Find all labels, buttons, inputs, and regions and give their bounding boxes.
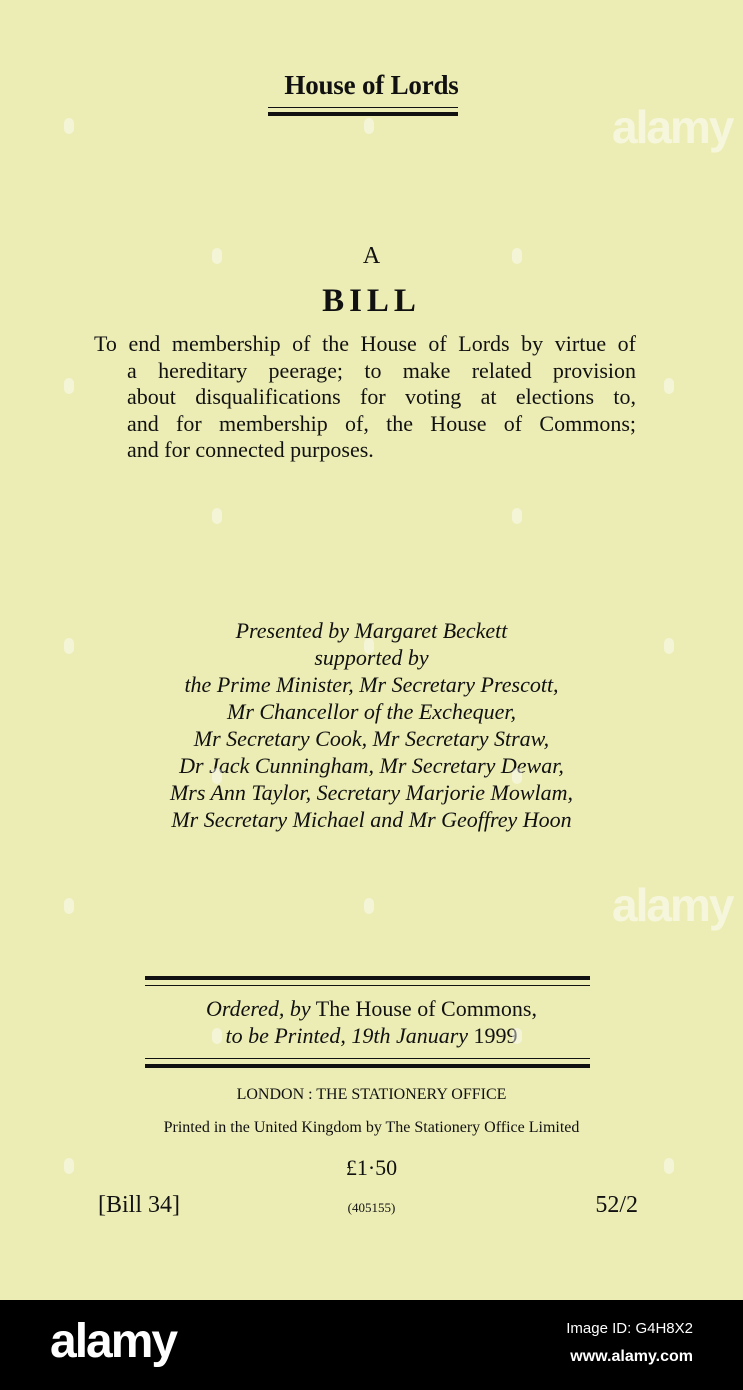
watermark-dot [64, 898, 74, 914]
watermark-dot [512, 508, 522, 524]
watermark-dot [512, 248, 522, 264]
ordered-rule-bottom-thick [145, 1064, 590, 1068]
bill-long-title [94, 331, 636, 464]
price: £1·50 [345, 1155, 398, 1180]
watermark-dot [664, 638, 674, 654]
watermark-dot [64, 378, 74, 394]
bill-article: A [362, 243, 381, 269]
bill-heading: BILL [322, 283, 421, 319]
long-title-line: about disqualifications for voting at elections to, [127, 384, 636, 409]
watermark-dot [212, 1028, 222, 1044]
watermark-dot [212, 508, 222, 524]
publisher: LONDON : THE STATIONERY OFFICE [236, 1086, 507, 1103]
watermark-logo: alamy [612, 879, 733, 931]
watermark-logo: alamy [612, 101, 733, 153]
watermark-dot [212, 248, 222, 264]
presenter-line: Mr Secretary Michael and Mr Geoffrey Hoon [171, 807, 572, 832]
stock-footer-bar [0, 1300, 743, 1390]
presenter-line: supported by [314, 645, 429, 670]
ordered-year: 1999 [473, 1023, 518, 1048]
ordered-block [0, 995, 743, 1049]
ordered-rule-bottom-thin [145, 1058, 590, 1059]
presenter-line: Mr Chancellor of the Exchequer, [227, 699, 516, 724]
ordered-house: The House of Commons, [315, 996, 537, 1021]
watermark-dot [664, 1158, 674, 1174]
footer-url: www.alamy.com [570, 1348, 693, 1365]
to-be-printed: to be Printed, [225, 1023, 346, 1048]
watermark-dot [364, 638, 374, 654]
ordered-line-1 [0, 995, 743, 1022]
ordered-by: Ordered, by [206, 996, 311, 1021]
ordered-date-day: 19th January [351, 1023, 469, 1048]
watermark-dot [212, 768, 222, 784]
house-title: House of Lords [284, 70, 459, 100]
presenter-line: the Prime Minister, Mr Secretary Prescott, [184, 672, 559, 697]
ordered-rule-top-thin [145, 985, 590, 986]
presenter-line: Dr Jack Cunningham, Mr Secretary Dewar, [179, 753, 564, 778]
watermark-dot [512, 1028, 522, 1044]
watermark-dot [512, 768, 522, 784]
header-rule-thin [268, 107, 458, 108]
ordered-line-2 [0, 1022, 743, 1049]
session-ref: 52/2 [595, 1192, 638, 1218]
long-title-line: and for connected purposes. [127, 437, 374, 462]
footer-logo: alamy [50, 1315, 177, 1368]
presenter-line: Mrs Ann Taylor, Secretary Marjorie Mowlam, [169, 780, 574, 805]
ordered-date [351, 1023, 517, 1048]
watermark-dot [64, 638, 74, 654]
watermark-dot [364, 118, 374, 134]
bill-number: [Bill 34] [98, 1192, 180, 1218]
long-title-line: and for membership of, the House of Commons; [127, 410, 636, 436]
image-id: Image ID: G4H8X2 [566, 1320, 693, 1337]
printer-line: Printed in the United Kingdom by The Stationery Office Limited [163, 1119, 580, 1136]
header-rule-thick [268, 112, 458, 116]
watermark-dot [64, 118, 74, 134]
presenter-line: Presented by Margaret Beckett [235, 618, 508, 643]
watermark-dot [64, 1158, 74, 1174]
presenter-line: Mr Secretary Cook, Mr Secretary Straw, [193, 726, 550, 751]
print-code: (405155) [347, 1200, 396, 1215]
watermark-dot [364, 898, 374, 914]
long-title-line: a hereditary peerage; to make related provision [127, 357, 636, 383]
long-title-line: To end membership of the House of Lords by virtue of [94, 331, 636, 356]
watermark-dot [664, 378, 674, 394]
ordered-rule-top-thick [145, 976, 590, 980]
